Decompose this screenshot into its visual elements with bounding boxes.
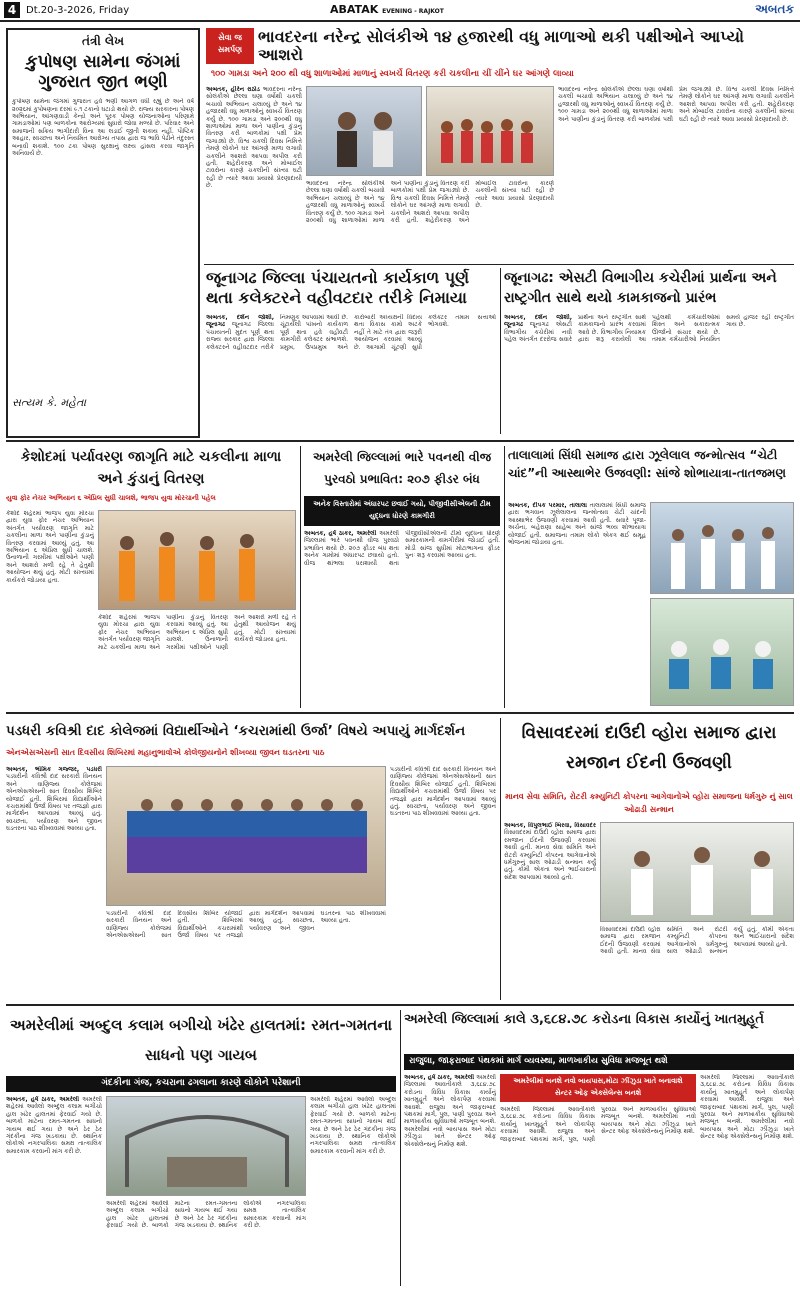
amreli-dev-headline: અમરેલી જિલ્લામાં કાલે ૩,૬૮૪.૭૮ કરોડના વિકાસ કાર્યોનું ખાતમુહૂર્ત [404,1012,765,1027]
people-photo-icon [307,87,422,176]
garden-gate-photo-icon [107,1097,306,1196]
junagadh-dp-byline: અબતક, દર્શન જોશી, જૂનાગઢ [206,314,274,329]
visavadar-text: વિસાવદરમાં દાઉદી વ્હોરા સમાજ દ્વારા રમજાન ઈદની ઉજવણી કરવામાં આવી હતી. માનવ સેવા સમિતિ અને રોટરી કમ્યુનિટી કોપરના આગેવાનોએ ધર્મગુરુનું સાલ ઓઢાડી સન્માન કર્યું હતું. કોમી એકતા અને ભાઈચારાનો સંદેશ આપવામાં આવ્યો હતો. [504,829,596,881]
paddhari-body-left [6,766,102,998]
visavadar-byline: અબતક, વિપુલભાઈ બિરવા, વિસાવદર [504,822,596,829]
amreli-power-headline: અમરેલી જિલ્લામાં ભારે પવનથી વીજ પુરવઠો પ્રભાવિત: ૨૦૭ ફીડર બંધ [312,450,492,486]
lead-body-right: ભાવદરના નરેન્દ્ર સોલંકીએ છેલ્લા ઘણા વર્ષોથી ચકલી બચાવો અભિયાન ચલાવ્યું છે અને ૧૪ હજારથી વધુ માળાઓનું સ્વખર્ચે વિતરણ કર્યું છે. ૧૦૦ ગામડા અને ૨૦૦થી વધુ શાળાઓમાં માળા અને પાણીના કુંડાનું વિતરણ કરી બાળકોમાં પક્ષી પ્રેમ જગાડ્યો છે. વિશ્વ ચકલી દિવસ નિમિત્તે તેમણે લોકોને ઘર આંગણે માળા લગાવી ચકલીને આશરો આપવા અપીલ કરી હતી. શહેરીકરણ અને મોબાઈલ ટાવરોના કારણે ચકલીની સંખ્યા ઘટી રહી છે ત્યારે આવા પ્રયાસો પ્રેરણાદાયી છે. [558,86,794,123]
amreli-garden-body-lower: અમરેલી શહેરમાં આવેલો અબ્દુલ કલામ બગીચો હાલ ખંઢેર હાલતમાં ફેરવાઈ ગયો છે. બાળકો માટેના રમત-ગમતના સાધનો ગાયબ થઈ ગયા છે અને ઠેર ઠેર ગંદકીના ગંજ ખડકાયા છે. સ્થાનિક લોકોએ નગરપાલિકા સમક્ષ તાત્કાલિક સમારકામ કરવાની માંગ કરી છે. [106,1200,306,1230]
lead-body-text: ભાવદરના નરેન્દ્ર સોલંકીએ છેલ્લા ઘણા વર્ષોથી ચકલી બચાવો અભિયાન ચલાવ્યું છે અને ૧૪ હજારથી વધુ માળાઓનું સ્વખર્ચે વિતરણ કર્યું છે. ૧૦૦ ગામડા અને ૨૦૦થી વધુ શાળાઓમાં માળા અને પાણીના કુંડાનું વિતરણ કરી બાળકોમાં પક્ષી પ્રેમ જગાડ્યો છે. વિશ્વ ચકલી દિવસ નિમિત્તે તેમણે લોકોને ઘર આંગણે માળા લગાવી ચકલીને આશરો આપવા અપીલ કરી હતી. શહેરીકરણ અને મોબાઈલ ટાવરોના કારણે ચકલીની સંખ્યા ઘટી રહી છે ત્યારે આવા પ્રયાસો પ્રેરણાદાયી છે. [206,86,302,190]
lead-subhead: ૧૦૦ ગામડા અને ૨૦૦ થી વધુ શાળાઓમાં માળાનું સ્વખર્ચે વિતરણ કરી ચકલીના ચીં ચીંને ઘર આંગણે લાવ્યા [206,68,794,82]
lead-body-left [206,86,302,262]
amreli-power-text: અમરેલી જિલ્લામાં ભારે પવનથી વીજ પુરવઠો પ્રભાવિત થયો છે. ૨૦૭ ફીડર બંધ થતા અનેક ગામોમાં અંધારપટ છવાયો હતો. વીજ થાંભલા ધરાશાયી થતા પીજીવીસીએલની ટીમો યુદ્ધના ધોરણે સમારકામની કામગીરીમાં જોડાઈ હતી. મોડી સાંજ સુધીમાં મોટાભાગના ફીડર પુનઃ શરૂ કરવામાં આવ્યા હતા. [304,530,500,567]
lead-photo-2 [426,86,554,176]
paddhari-photo [106,766,386,906]
distribution-photo-icon [99,511,296,610]
visavadar-body-left [504,822,596,998]
junagadh-dp-headline: જૂનાગઢ જિલ્લા પંચાયતનો કાર્યકાળ પૂર્ણ થતા કલેક્ટરને વહીવટદાર તરીકે નિમાયા [206,268,470,307]
junagadh-st-body [504,314,794,432]
lead-badge: સેવા જ સમર્પણ [206,28,254,64]
amreli-garden-photo [106,1096,306,1196]
visavadar-headline: વિસાવદરમાં દાઉદી વ્હોરા સમાજ દ્વારા રમજાન ઈદની ઉજવણી [521,723,777,773]
amreli-power-subhead: અનેક વિસ્તારોમાં અંધારપટ છવાઈ ગયો, પીજીવીસીએલની ટીમ યુદ્ધના ધોરણે કામગીરી [304,496,500,526]
amreli-garden-headline: અમરેલીમાં અબ્દુલ કલામ બગીચો ખંઢેર હાલતમાં: રમત-ગમતના સાધનો પણ ગાયબ [9,1016,393,1064]
paddhari-byline: અબતક, ભૌમિક ગજ્જર, પડધરી [6,766,102,773]
paddhari-subhead: એનએસએસની સાત દિવસીય શિબિરમાં મહાનુભાવોએ કોલેજીયનોને શીખવ્યા જીવન ઘડતરના પાઠ [6,748,325,757]
amreli-dev-byline: અબતક, હર્ષ ઠાકર, અમરેલી [404,1074,475,1081]
talala-text: તાલાલામાં સિંધી સમાજ દ્વારા ભગવાન ઝૂલેલાલના જન્મોત્સવ ચેટી ચાંદની આસ્થાભેર ઉજવણી કરવામાં આવી હતી. સવારે પૂજા-અર્ચના, બહેરાણા સાહેબ અને સાંજે ભવ્ય શોભાયાત્રા યોજાઈ હતી. સમાજના તમામ લોકો એકત્ર થઈ સમૂહ ભોજનમાં જોડાયા હતા. [508,502,646,547]
paper-name: ABATAK [330,3,379,16]
students-group-photo-icon [107,767,386,906]
issue-date: Dt.20-3-2026, Friday [26,5,130,16]
paper-title [330,3,444,16]
editorial-body: કુપોષણ સામેના જંગમાં ગુજરાત હવે ભણી આગળ વધી રહ્યું છે અને વર્ષ ૨૦૨૬માં કુપોષણના દરમાં ૯.૧ ટકાનો ઘટાડો થયો છે. રાજ્ય સરકારના પોષણ અભિયાન, આંગણવાડી કેન્દ્રો અને પૂરક પોષણ યોજનાઓના પરિણામે ગામડાઓમાં પણ બાળકોના આરોગ્યમાં સુધારો જોવા મળ્યો છે. પરિવાર અને સમાજની સક્રિય ભાગીદારી વિના આ લડાઈ જીતી શકાય નહીં. પૌષ્ટિક આહાર, સ્વચ્છતા અને નિયમિત આરોગ્ય તપાસ દ્વારા જ ભાવિ પેઢીને તંદુરસ્ત બનાવી શકાશે. ૧૦૦ ટકા પોષણ સુરક્ષાનું લક્ષ્ય હાંસલ કરવા જાગૃતિ અનિવાર્ય છે. [12,98,194,157]
visavadar-photo [600,822,794,922]
amreli-garden-subhead: ગંદકીના ગંજ, કચરાના ઢગલાના કારણે લોકોને પરેશાની [6,1076,396,1092]
talala-byline: અબતક, દીપક પરમાર, તાલાલા [508,502,587,509]
paper-edition: EVENING - RAJKOT [382,8,444,15]
amreli-dev-bar: અમરેલીમાં બનશે નવો બાયપાસ,મોટા ઝીંઝુડા ખાતે બનાવાશે સેન્ટર ઓફ એક્સેલેન્સ બનશે [500,1074,696,1102]
page-number: 4 [4,2,20,18]
talala-photo-1 [650,502,794,594]
junagadh-st-byline: અબતક, દર્શન જોશી, જૂનાગઢ [504,314,572,329]
keshod-photo [98,510,296,610]
junagadh-dp-body [206,314,496,432]
amreli-garden-body-left [6,1096,102,1284]
talala-body-left [508,502,646,706]
editorial-signature: સત્યમ કે. મહેતા [12,396,87,410]
amreli-power-body [304,530,500,706]
amreli-dev-body-left [404,1074,496,1284]
amreli-garden-byline: અબતક, હર્ષ ઠાકર, અમરેલી [6,1096,80,1103]
visavadar-subhead: માનવ સેવા સમિતિ, રોટરી કમ્યુનિટી કોપરના આગેવાનોએ વ્હોરા સમાજના ધર્મગુરુ નું સાલ ઓઢાડી સન્માન [505,792,793,814]
paddhari-headline: પડધરી કવિશ્રી દાદ કોલેજમાં વિદ્યાર્થીઓને ‘કચરામાંથી ઉર્જા’ વિષયે અપાયું માર્ગદર્શન [6,723,466,739]
amreli-power-byline: અબતક, હર્ષ ઠાકર, અમરેલી [304,530,377,537]
keshod-body-left: કેશોદ શહેરમાં ભાજપ યુવા મોરચા દ્વારા યુવા ફોર નેચર અભિયાન અંતર્ગત પર્યાવરણ જાગૃતિ માટે ચકલીના માળા અને પાણીના કુંડાનું વિતરણ કરવામાં આવ્યું હતું. આ અભિયાન ૬ એપ્રિલ સુધી ચાલશે. ઉનાળાની ગરમીમાં પક્ષીઓને પાણી અને આશરો મળી રહે તે હેતુથી આયોજન થયું હતું. મોટી સંખ્યામાં કાર્યકરો જોડાયા હતા. [6,510,94,584]
keshod-subhead: યુવા ફોર નેચર અભિયાન ૬ એપ્રિલ સુધી ચાલશે, ભાજપ યુવા મોરચાની પહેલ [6,494,216,502]
junagadh-st-headline: જૂનાગઢ: એસટી વિભાગીય કચેરીમાં પ્રાર્થના અને રાષ્ટ્રગીત સાથે થયો કામકાજનો પ્રારંભ [504,270,777,306]
masthead [0,0,800,22]
felicitation-photo-icon [601,823,794,922]
lead-byline: અબતક, હીરેન રાઠોડ [206,86,260,93]
paper-logo: અબતક [755,2,794,16]
amreli-dev-text: અમરેલી જિલ્લામાં આવતીકાલે ૩,૬૮૪.૭૮ કરોડના વિવિધ વિકાસ કાર્યોનું ખાતમુહૂર્ત અને લોકાર્પણ કરવામાં આવશે. રાજુલા અને જાફરાબાદ પંથકમાં માર્ગ, પુલ, પાણી પુરવઠા અને માળખાકીય સુવિધાઓ મજબૂત બનશે. અમરેલીમાં નવો બાયપાસ અને મોટા ઝીંઝુડા ખાતે સેન્ટર ઓફ એક્સેલેન્સનું નિર્માણ થશે. [404,1074,496,1148]
lead-headline: ભાવદરના નરેન્દ્ર સોલંકીએ ૧૪ હજારથી વધુ માળાઓ થકી પક્ષીઓને આપ્યો આશરો [258,28,745,64]
group-photo-icon [427,87,554,176]
editorial-box [6,28,200,438]
talala-headline: તાલાલામાં સિંધી સમાજ દ્વારા ઝૂલેલાલ જન્મોત્સવ “ચેટી ચાંદ”ની આસ્થાભેર ઉજવણી: સાંજે શોભાયાત્રા-તાતજમણ [508,448,786,480]
editorial-kicker: તંત્રી લેખ [82,34,124,48]
amreli-garden-body-right: અમરેલી શહેરમાં આવેલો અબ્દુલ કલામ બગીચો હાલ ખંઢેર હાલતમાં ફેરવાઈ ગયો છે. બાળકો માટેના રમત-ગમતના સાધનો ગાયબ થઈ ગયા છે અને ઠેર ઠેર ગંદકીના ગંજ ખડકાયા છે. સ્થાનિક લોકોએ નગરપાલિકા સમક્ષ તાત્કાલિક સમારકામ કરવાની માંગ કરી છે. [310,1096,396,1155]
lead-body-lower: ભાવદરના નરેન્દ્ર સોલંકીએ છેલ્લા ઘણા વર્ષોથી ચકલી બચાવો અભિયાન ચલાવ્યું છે અને ૧૪ હજારથી વધુ માળાઓનું સ્વખર્ચે વિતરણ કર્યું છે. ૧૦૦ ગામડા અને ૨૦૦થી વધુ શાળાઓમાં માળા અને પાણીના કુંડાનું વિતરણ કરી બાળકોમાં પક્ષી પ્રેમ જગાડ્યો છે. વિશ્વ ચકલી દિવસ નિમિત્તે તેમણે લોકોને ઘર આંગણે માળા લગાવી ચકલીને આશરો આપવા અપીલ કરી હતી. શહેરીકરણ અને મોબાઈલ ટાવરોના કારણે ચકલીની સંખ્યા ઘટી રહી છે ત્યારે આવા પ્રયાસો પ્રેરણાદાયી છે. [306,180,554,225]
keshod-body-right: કેશોદ શહેરમાં ભાજપ યુવા મોરચા દ્વારા યુવા ફોર નેચર અભિયાન અંતર્ગત પર્યાવરણ જાગૃતિ માટે ચકલીના માળા અને પાણીના કુંડાનું વિતરણ કરવામાં આવ્યું હતું. આ અભિયાન ૬ એપ્રિલ સુધી ચાલશે. ઉનાળાની ગરમીમાં પક્ષીઓને પાણી અને આશરો મળી રહે તે હેતુથી આયોજન થયું હતું. મોટી સંખ્યામાં કાર્યકરો જોડાયા હતા. [98,614,296,651]
keshod-headline: કેશોદમાં પર્યાવરણ જાગૃતિ માટે ચકલીના માળા અને કુંડાનું વિતરણ [20,449,282,487]
visavadar-body-right: વિસાવદરમાં દાઉદી વ્હોરા સમાજ દ્વારા રમજાન ઈદની ઉજવણી કરવામાં આવી હતી. માનવ સેવા સમિતિ અને રોટરી કમ્યુનિટી કોપરના આગેવાનોએ ધર્મગુરુનું સાલ ઓઢાડી સન્માન કર્યું હતું. કોમી એકતા અને ભાઈચારાનો સંદેશ આપવામાં આવ્યો હતો. [600,926,794,956]
community-meal-photo-icon [651,599,794,706]
paddhari-text: પડધરીની કવિશ્રી દાદ સરકારી વિનયન અને વાણિજ્ય કોલેજમાં એનએસએસની સાત દિવસીય શિબિર યોજાઈ હતી. શિબિરમાં વિદ્યાર્થીઓને કચરામાંથી ઉર્જા વિષય પર તજજ્ઞો દ્વારા માર્ગદર્શન આપવામાં આવ્યું હતું. સ્વચ્છતા, પર્યાવરણ અને જીવન ઘડતરના પાઠ શીખવવામાં આવ્યા હતા. [6,773,102,833]
junagadh-dp-text: જૂનાગઢ જિલ્લા પંચાયતની મુદત પૂર્ણ થતા રાજ્ય સરકાર દ્વારા જિલ્લા કલેક્ટરને વહીવટદાર તરીકે નિમણૂક આપવામાં આવી છે. ચૂંટાયેલી પાંખનો કાર્યકાળ પૂર્ણ થતા હવે વહીવટી કામગીરી કલેક્ટર સંભાળશે. પ્રમુખ, ઉપપ્રમુખ અને કારોબારી અધ્યક્ષની વિદાય થતા વિકાસ કામો અટકે નહીં તે માટે તંત્ર દ્વારા જરૂરી આયોજન કરવામાં આવ્યું છે. આગામી ચૂંટણી સુધી કલેક્ટર તમામ સત્તાઓ ભોગવશે. [206,314,496,351]
amreli-garden-text: અમરેલી શહેરમાં આવેલો અબ્દુલ કલામ બગીચો હાલ ખંઢેર હાલતમાં ફેરવાઈ ગયો છે. બાળકો માટેના રમત-ગમતના સાધનો ગાયબ થઈ ગયા છે અને ઠેર ઠેર ગંદકીના ગંજ ખડકાયા છે. સ્થાનિક લોકોએ નગરપાલિકા સમક્ષ તાત્કાલિક સમારકામ કરવાની માંગ કરી છે. [6,1096,102,1155]
amreli-dev-body-right: અમરેલી જિલ્લામાં આવતીકાલે ૩,૬૮૪.૭૮ કરોડના વિવિધ વિકાસ કાર્યોનું ખાતમુહૂર્ત અને લોકાર્પણ કરવામાં આવશે. રાજુલા અને જાફરાબાદ પંથકમાં માર્ગ, પુલ, પાણી પુરવઠા અને માળખાકીય સુવિધાઓ મજબૂત બનશે. અમરેલીમાં નવો બાયપાસ અને મોટા ઝીંઝુડા ખાતે સેન્ટર ઓફ એક્સેલેન્સનું નિર્માણ થશે. [700,1074,794,1141]
paddhari-body-right: પડધરીની કવિશ્રી દાદ સરકારી વિનયન અને વાણિજ્ય કોલેજમાં એનએસએસની સાત દિવસીય શિબિર યોજાઈ હતી. શિબિરમાં વિદ્યાર્થીઓને કચરામાંથી ઉર્જા વિષય પર તજજ્ઞો દ્વારા માર્ગદર્શન આપવામાં આવ્યું હતું. સ્વચ્છતા, પર્યાવરણ અને જીવન ઘડતરના પાઠ શીખવવામાં આવ્યા હતા. [390,766,496,818]
paddhari-body-lower: પડધરીની કવિશ્રી દાદ સરકારી વિનયન અને વાણિજ્ય કોલેજમાં એનએસએસની સાત દિવસીય શિબિર યોજાઈ હતી. શિબિરમાં વિદ્યાર્થીઓને કચરામાંથી ઉર્જા વિષય પર તજજ્ઞો દ્વારા માર્ગદર્શન આપવામાં આવ્યું હતું. સ્વચ્છતા, પર્યાવરણ અને જીવન ઘડતરના પાઠ શીખવવામાં આવ્યા હતા. [106,910,386,940]
procession-photo-icon [651,503,794,594]
editorial-headline: કુપોષણ સામેના જંગમાં ગુજરાત જીત ભણી [25,53,181,92]
junagadh-st-text: જૂનાગઢ એસટી વિભાગીય કચેરીમાં નવી પહેલ અંતર્ગત દરરોજ સવારે પ્રાર્થના અને રાષ્ટ્રગીત સાથે કામકાજનો પ્રારંભ કરવામાં આવે છે. વિભાગીય નિયામક દ્વારા શરૂ કરાયેલી આ પહેલથી કર્મચારીઓમાં શિસ્ત અને સકારાત્મક ઊર્જાનો સંચાર થયો છે. તમામ કર્મચારીઓ નિયમિત સમયે હાજર રહી રાષ્ટ્રગીત ગાય છે. [504,314,794,344]
lead-photo-1 [306,86,422,176]
amreli-dev-body-mid: અમરેલી જિલ્લામાં આવતીકાલે ૩,૬૮૪.૭૮ કરોડના વિવિધ વિકાસ કાર્યોનું ખાતમુહૂર્ત અને લોકાર્પણ કરવામાં આવશે. રાજુલા અને જાફરાબાદ પંથકમાં માર્ગ, પુલ, પાણી પુરવઠા અને માળખાકીય સુવિધાઓ મજબૂત બનશે. અમરેલીમાં નવો બાયપાસ અને મોટા ઝીંઝુડા ખાતે સેન્ટર ઓફ એક્સેલેન્સનું નિર્માણ થશે. [500,1106,696,1143]
talala-photo-2 [650,598,794,706]
amreli-dev-subhead: રાજુલા, જાફરાબાદ પંથકમાં માર્ગ વ્યવસ્થા, માળખાકીય સુવિધા મજબૂત થશે [404,1054,794,1070]
